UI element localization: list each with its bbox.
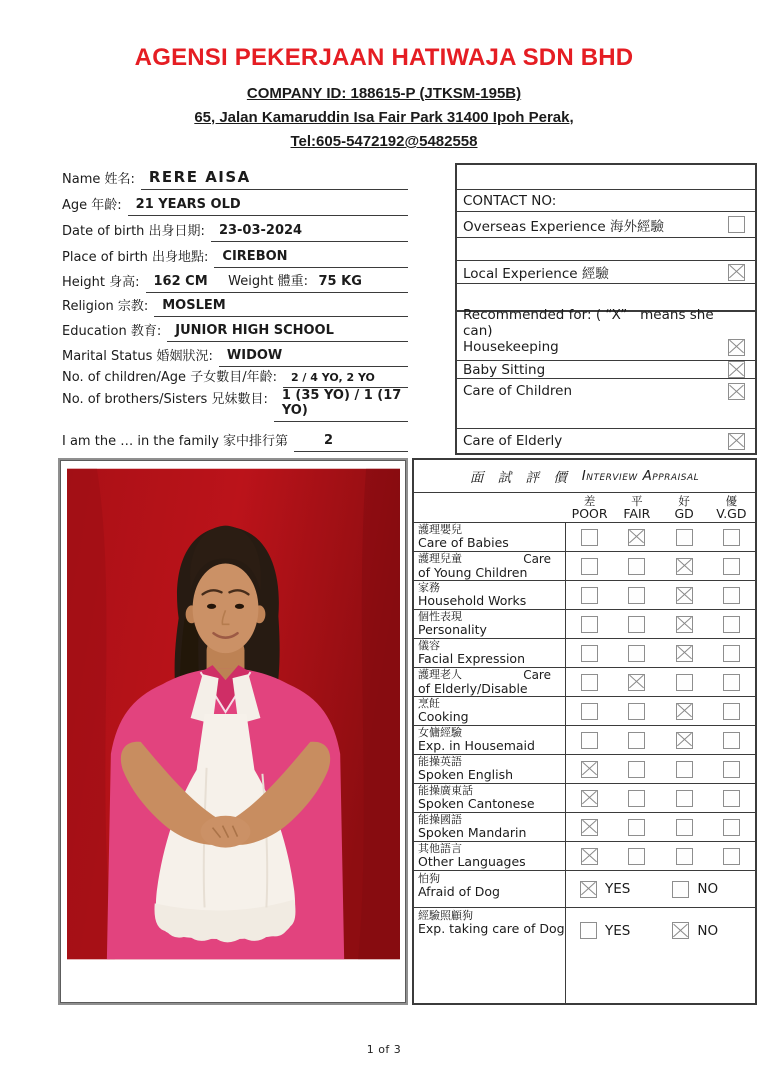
personal-details-form (62, 166, 408, 452)
appraisal-row (414, 755, 755, 784)
appraisal-row-label (414, 697, 566, 725)
vgd-cell (708, 529, 755, 546)
appraisal-title-zh: 面 試 評 價 (469, 470, 572, 486)
vgd-cell (708, 645, 755, 662)
siblings-label: No. of brothers/Sisters 兄妹數目: (62, 392, 268, 407)
field-row-family-rank (62, 432, 408, 452)
gd-checkbox[interactable] (676, 616, 693, 633)
column-header-en: GD (674, 506, 694, 522)
appraisal-row-cells (566, 552, 755, 580)
fair-cell (613, 645, 660, 662)
gd-cell (661, 761, 708, 778)
field-row-date-of-birth (62, 216, 408, 242)
appraisal-row-cells (566, 639, 755, 667)
afraid-of-dog-en: Afraid of Dog (418, 884, 500, 900)
appraisal-row-label (414, 755, 566, 783)
appraisal-row-label (414, 523, 566, 551)
appraisal-row-label-en: Spoken Cantonese (418, 796, 535, 812)
appraisal-row-cells (566, 523, 755, 551)
contact-experience-box (455, 163, 757, 455)
appraisal-row-label-zh: 女傭經驗 (418, 726, 462, 739)
contact-no-row (457, 189, 755, 211)
appraisal-row (414, 842, 755, 871)
poor-checkbox[interactable] (581, 558, 598, 575)
name-label: Name 姓名: (62, 172, 135, 187)
poor-cell (566, 761, 613, 778)
document-header (0, 44, 768, 157)
marital-status-label: Marital Status 婚姻狀況: (62, 349, 213, 364)
appraisal-row-cells (566, 697, 755, 725)
yes-label: YES (605, 922, 631, 939)
overseas-experience-checkbox[interactable] (728, 216, 745, 233)
yes-option (580, 881, 630, 898)
appraisal-row (414, 552, 755, 581)
vgd-checkbox[interactable] (723, 558, 740, 575)
appraisal-row (414, 697, 755, 726)
appraisal-row-cells (566, 726, 755, 754)
date-of-birth-value[interactable]: 23-03-2024 (211, 223, 408, 242)
vgd-checkbox[interactable] (723, 790, 740, 807)
poor-checkbox[interactable] (581, 819, 598, 836)
appraisal-row-cells (566, 813, 755, 841)
appraisal-row (414, 639, 755, 668)
poor-checkbox[interactable] (581, 761, 598, 778)
local-experience-label: Local Experience 經驗 (463, 266, 609, 282)
care-of-elderly-row (457, 428, 755, 453)
column-header-en: FAIR (623, 506, 651, 522)
local-experience-checkbox[interactable] (728, 264, 745, 281)
field-row-religion (62, 293, 408, 317)
appraisal-row-label-en: Cooking (418, 709, 469, 725)
afraid-of-dog-options (566, 871, 755, 907)
field-row-age (62, 190, 408, 216)
weight-label: Weight 體重: (228, 274, 308, 289)
poor-cell (566, 848, 613, 865)
afraid-of-dog-yes-checkbox[interactable] (580, 881, 597, 898)
appraisal-row-label-zh: 儀容 (418, 639, 440, 652)
gd-checkbox[interactable] (676, 703, 693, 720)
appraisal-row-cells (566, 668, 755, 696)
appraisal-row (414, 813, 755, 842)
vgd-cell (708, 819, 755, 836)
poor-checkbox[interactable] (581, 674, 598, 691)
overseas-experience-row (457, 211, 755, 237)
appraisal-header-spacer (414, 493, 566, 522)
weight-value: 75 KG (318, 274, 362, 289)
vgd-cell (708, 732, 755, 749)
appraisal-row-label (414, 668, 566, 696)
exp-dog-en: Exp. taking care of Dog (418, 921, 565, 937)
education-label: Education 教育: (62, 324, 162, 339)
vgd-cell (708, 703, 755, 720)
appraisal-row-label (414, 552, 566, 580)
gd-cell (661, 587, 708, 604)
poor-checkbox[interactable] (581, 848, 598, 865)
vgd-checkbox[interactable] (723, 587, 740, 604)
fair-checkbox[interactable] (628, 529, 645, 546)
yes-label: YES (605, 881, 631, 897)
exp-dog-no-checkbox[interactable] (672, 922, 689, 939)
gd-cell (661, 674, 708, 691)
vgd-checkbox[interactable] (723, 645, 740, 662)
exp-taking-care-of-dog-label (414, 908, 566, 1003)
vgd-checkbox[interactable] (723, 529, 740, 546)
column-header-zh: 好 (678, 494, 690, 508)
appraisal-row-label (414, 842, 566, 870)
yes-option (580, 922, 630, 939)
fair-cell (613, 848, 660, 865)
siblings-value[interactable]: 1 (35 YO) / 1 (17 YO) (274, 388, 408, 422)
gd-checkbox[interactable] (676, 761, 693, 778)
height-weight-value[interactable] (146, 270, 409, 293)
fair-checkbox[interactable] (628, 761, 645, 778)
religion-label: Religion 宗教: (62, 299, 149, 314)
interview-appraisal-table (412, 458, 757, 1005)
appraisal-rows (414, 523, 755, 871)
appraisal-row-cells (566, 842, 755, 870)
appraisal-row-cells (566, 755, 755, 783)
no-label: NO (697, 922, 719, 939)
gd-cell (661, 616, 708, 633)
care-of-children-label: Care of Children (463, 383, 573, 399)
fair-checkbox[interactable] (628, 848, 645, 865)
poor-checkbox[interactable] (581, 732, 598, 749)
family-rank-value[interactable]: 2 (294, 433, 408, 452)
poor-cell (566, 819, 613, 836)
appraisal-row-label-en: Household Works (418, 593, 527, 609)
fair-checkbox[interactable] (628, 819, 645, 836)
gd-cell (661, 848, 708, 865)
marital-status-value[interactable]: WIDOW (219, 348, 408, 367)
appraisal-row-label (414, 813, 566, 841)
gd-checkbox[interactable] (676, 558, 693, 575)
poor-cell (566, 616, 613, 633)
date-of-birth-label: Date of birth 出身日期: (62, 224, 205, 239)
fair-checkbox[interactable] (628, 587, 645, 604)
appraisal-row-cells (566, 581, 755, 609)
appraisal-row-cells (566, 784, 755, 812)
appraisal-row-label-en: Facial Expression (418, 651, 526, 667)
vgd-checkbox[interactable] (723, 616, 740, 633)
vgd-checkbox[interactable] (723, 761, 740, 778)
column-header-en: V.GD (716, 506, 747, 522)
vgd-checkbox[interactable] (723, 674, 740, 691)
gd-cell (661, 732, 708, 749)
gd-cell (661, 529, 708, 546)
exp-taking-care-of-dog-options (566, 908, 755, 1003)
column-header-en: POOR (571, 506, 608, 522)
appraisal-row-label (414, 639, 566, 667)
field-row-name (62, 166, 408, 190)
gd-checkbox[interactable] (676, 674, 693, 691)
agency-title: AGENSI PEKERJAAN HATIWAJA SDN BHD (134, 44, 634, 71)
afraid-of-dog-label (414, 871, 566, 907)
vgd-cell (708, 558, 755, 575)
fair-checkbox[interactable] (628, 616, 645, 633)
tel-line: Tel:605-5472192@5482558 (290, 133, 478, 150)
baby-sitting-checkbox[interactable] (728, 361, 745, 378)
fair-cell (613, 790, 660, 807)
appraisal-row-label-en: Personality (418, 622, 487, 638)
page-number: 1 of 3 (366, 1043, 402, 1056)
appraisal-row (414, 668, 755, 697)
poor-cell (566, 674, 613, 691)
appraisal-row (414, 610, 755, 639)
age-label: Age 年齡: (62, 198, 122, 213)
recommended-for-header (457, 307, 755, 339)
column-header-zh: 優 (725, 494, 738, 508)
field-row-siblings (62, 388, 408, 432)
appraisal-row-label-zh-suffix: Care (523, 668, 551, 682)
column-header-gd (661, 493, 708, 522)
poor-checkbox[interactable] (581, 703, 598, 720)
gd-checkbox[interactable] (676, 732, 693, 749)
appraisal-row-label-zh: 能操英語 (418, 755, 462, 768)
appraisal-row-label-zh: 能操國語 (418, 813, 462, 826)
education-value[interactable]: JUNIOR HIGH SCHOOL (167, 323, 408, 342)
appraisal-row (414, 523, 755, 552)
candidate-photo (67, 468, 400, 960)
local-experience-row (457, 260, 755, 283)
field-row-marital-status (62, 342, 408, 367)
appraisal-row-cells (566, 610, 755, 638)
afraid-of-dog-no-checkbox[interactable] (672, 881, 689, 898)
place-of-birth-label: Place of birth 出身地點: (62, 250, 209, 265)
fair-cell (613, 703, 660, 720)
appraisal-row-label-zh: 個性表現 (418, 610, 462, 623)
gd-checkbox[interactable] (676, 645, 693, 662)
column-header-zh: 差 (583, 494, 596, 508)
contact-no-label: CONTACT NO: (463, 192, 557, 209)
fair-checkbox[interactable] (628, 732, 645, 749)
company-id: COMPANY ID: 188615-P (JTKSM-195B) (246, 85, 522, 102)
gd-checkbox[interactable] (676, 587, 693, 604)
gd-checkbox[interactable] (676, 848, 693, 865)
poor-cell (566, 587, 613, 604)
appraisal-title (414, 460, 755, 493)
fair-cell (613, 558, 660, 575)
vgd-checkbox[interactable] (723, 848, 740, 865)
baby-sitting-row (457, 360, 755, 378)
housekeeping-label: Housekeeping (463, 339, 559, 355)
fair-cell (613, 674, 660, 691)
family-rank-label: I am the … in the family 家中排行第 (62, 434, 289, 449)
children-value[interactable]: 2 / 4 YO, 2 YO (283, 371, 408, 388)
field-row-place-of-birth (62, 242, 408, 268)
vgd-cell (708, 761, 755, 778)
field-row-education (62, 317, 408, 342)
poor-checkbox[interactable] (581, 616, 598, 633)
appraisal-row-label-en: Spoken Mandarin (418, 825, 527, 841)
contact-box-spacer (457, 283, 755, 310)
no-label: NO (697, 881, 719, 897)
fair-checkbox[interactable] (628, 674, 645, 691)
appraisal-row-label-zh: 家務 (418, 581, 440, 594)
appraisal-row-label-en: Exp. in Housemaid (418, 738, 535, 754)
baby-sitting-label: Baby Sitting (463, 361, 546, 378)
photo-frame (58, 458, 408, 1005)
gd-cell (661, 558, 708, 575)
gd-cell (661, 645, 708, 662)
poor-cell (566, 645, 613, 662)
column-header-poor (566, 493, 613, 522)
care-of-children-row (457, 378, 755, 428)
overseas-experience-label: Overseas Experience 海外經驗 (463, 218, 664, 235)
poor-cell (566, 703, 613, 720)
gd-cell (661, 703, 708, 720)
appraisal-row (414, 581, 755, 610)
gd-checkbox[interactable] (676, 529, 693, 546)
religion-value[interactable]: MOSLEM (154, 298, 408, 317)
poor-cell (566, 529, 613, 546)
address-line: 65, Jalan Kamaruddin Isa Fair Park 31400 Ipoh Perak, (194, 109, 574, 126)
appraisal-row-label-en: Spoken English (418, 767, 514, 783)
housekeeping-checkbox[interactable] (728, 339, 745, 356)
no-option (672, 881, 718, 898)
poor-checkbox[interactable] (581, 529, 598, 546)
appraisal-row-label-en: Other Languages (418, 854, 526, 870)
no-option (672, 922, 718, 939)
column-header-vgd (708, 493, 755, 522)
fair-cell (613, 587, 660, 604)
vgd-cell (708, 790, 755, 807)
poor-cell (566, 790, 613, 807)
fair-checkbox[interactable] (628, 790, 645, 807)
fair-checkbox[interactable] (628, 645, 645, 662)
vgd-cell (708, 587, 755, 604)
appraisal-row-label-zh: 能操廣東話 (418, 784, 473, 797)
column-header-fair (613, 493, 660, 522)
place-of-birth-value[interactable]: CIREBON (214, 249, 408, 268)
exp-dog-zh: 經驗照顧狗 (418, 909, 473, 922)
fair-cell (613, 616, 660, 633)
care-of-children-checkbox[interactable] (728, 383, 745, 400)
contact-box-spacer (457, 165, 755, 189)
vgd-cell (708, 616, 755, 633)
fair-cell (613, 819, 660, 836)
afraid-of-dog-zh: 怕狗 (418, 872, 440, 885)
fair-cell (613, 732, 660, 749)
gd-checkbox[interactable] (676, 790, 693, 807)
afraid-of-dog-row (414, 871, 755, 908)
appraisal-row-label-en: Care of Babies (418, 535, 509, 551)
exp-taking-care-of-dog-row (414, 908, 755, 1003)
poor-checkbox[interactable] (581, 645, 598, 662)
gd-cell (661, 819, 708, 836)
fair-cell (613, 529, 660, 546)
appraisal-row-label-zh: 其他語言 (418, 842, 462, 855)
name-value[interactable]: RERE AISA (141, 168, 408, 190)
appraisal-row-label-zh-suffix: Care (523, 552, 551, 566)
poor-cell (566, 558, 613, 575)
appraisal-row-label-zh: 烹飪 (418, 697, 440, 710)
fair-checkbox[interactable] (628, 558, 645, 575)
appraisal-row (414, 784, 755, 813)
age-value[interactable]: 21 YEARS OLD (128, 197, 408, 216)
poor-cell (566, 732, 613, 749)
gd-checkbox[interactable] (676, 819, 693, 836)
height-label: Height 身高: (62, 275, 140, 290)
appraisal-row-label (414, 726, 566, 754)
gd-cell (661, 790, 708, 807)
fair-cell (613, 761, 660, 778)
vgd-cell (708, 848, 755, 865)
appraisal-row-label (414, 581, 566, 609)
appraisal-row-label-en: of Elderly/Disable (418, 681, 528, 696)
field-row-height-weight (62, 268, 408, 293)
appraisal-row-label (414, 784, 566, 812)
fair-checkbox[interactable] (628, 703, 645, 720)
vgd-checkbox[interactable] (723, 732, 740, 749)
recommended-for-label: Recommended for: ( “X” means she can) (463, 307, 718, 339)
poor-checkbox[interactable] (581, 790, 598, 807)
vgd-checkbox[interactable] (723, 703, 740, 720)
vgd-checkbox[interactable] (723, 819, 740, 836)
vgd-cell (708, 674, 755, 691)
contact-box-spacer (457, 237, 755, 260)
appraisal-row-label-en: of Young Children (418, 565, 528, 580)
column-header-zh: 平 (631, 494, 643, 508)
field-row-children (62, 367, 408, 388)
appraisal-column-headers (414, 493, 755, 523)
appraisal-row-label-zh: 護理兒童 (418, 552, 462, 565)
poor-checkbox[interactable] (581, 587, 598, 604)
height-value: 162 CM (153, 274, 208, 289)
exp-dog-yes-checkbox[interactable] (580, 922, 597, 939)
care-of-elderly-checkbox[interactable] (728, 433, 745, 450)
appraisal-row-label-zh: 護理嬰兒 (418, 523, 462, 536)
care-of-elderly-label: Care of Elderly (463, 433, 563, 449)
appraisal-title-en: Interview Appraisal (581, 468, 700, 484)
appraisal-row (414, 726, 755, 755)
appraisal-row-label (414, 610, 566, 638)
children-label: No. of children/Age 子女數目/年齡: (62, 370, 277, 385)
appraisal-row-label-zh: 護理老人 (418, 668, 462, 681)
